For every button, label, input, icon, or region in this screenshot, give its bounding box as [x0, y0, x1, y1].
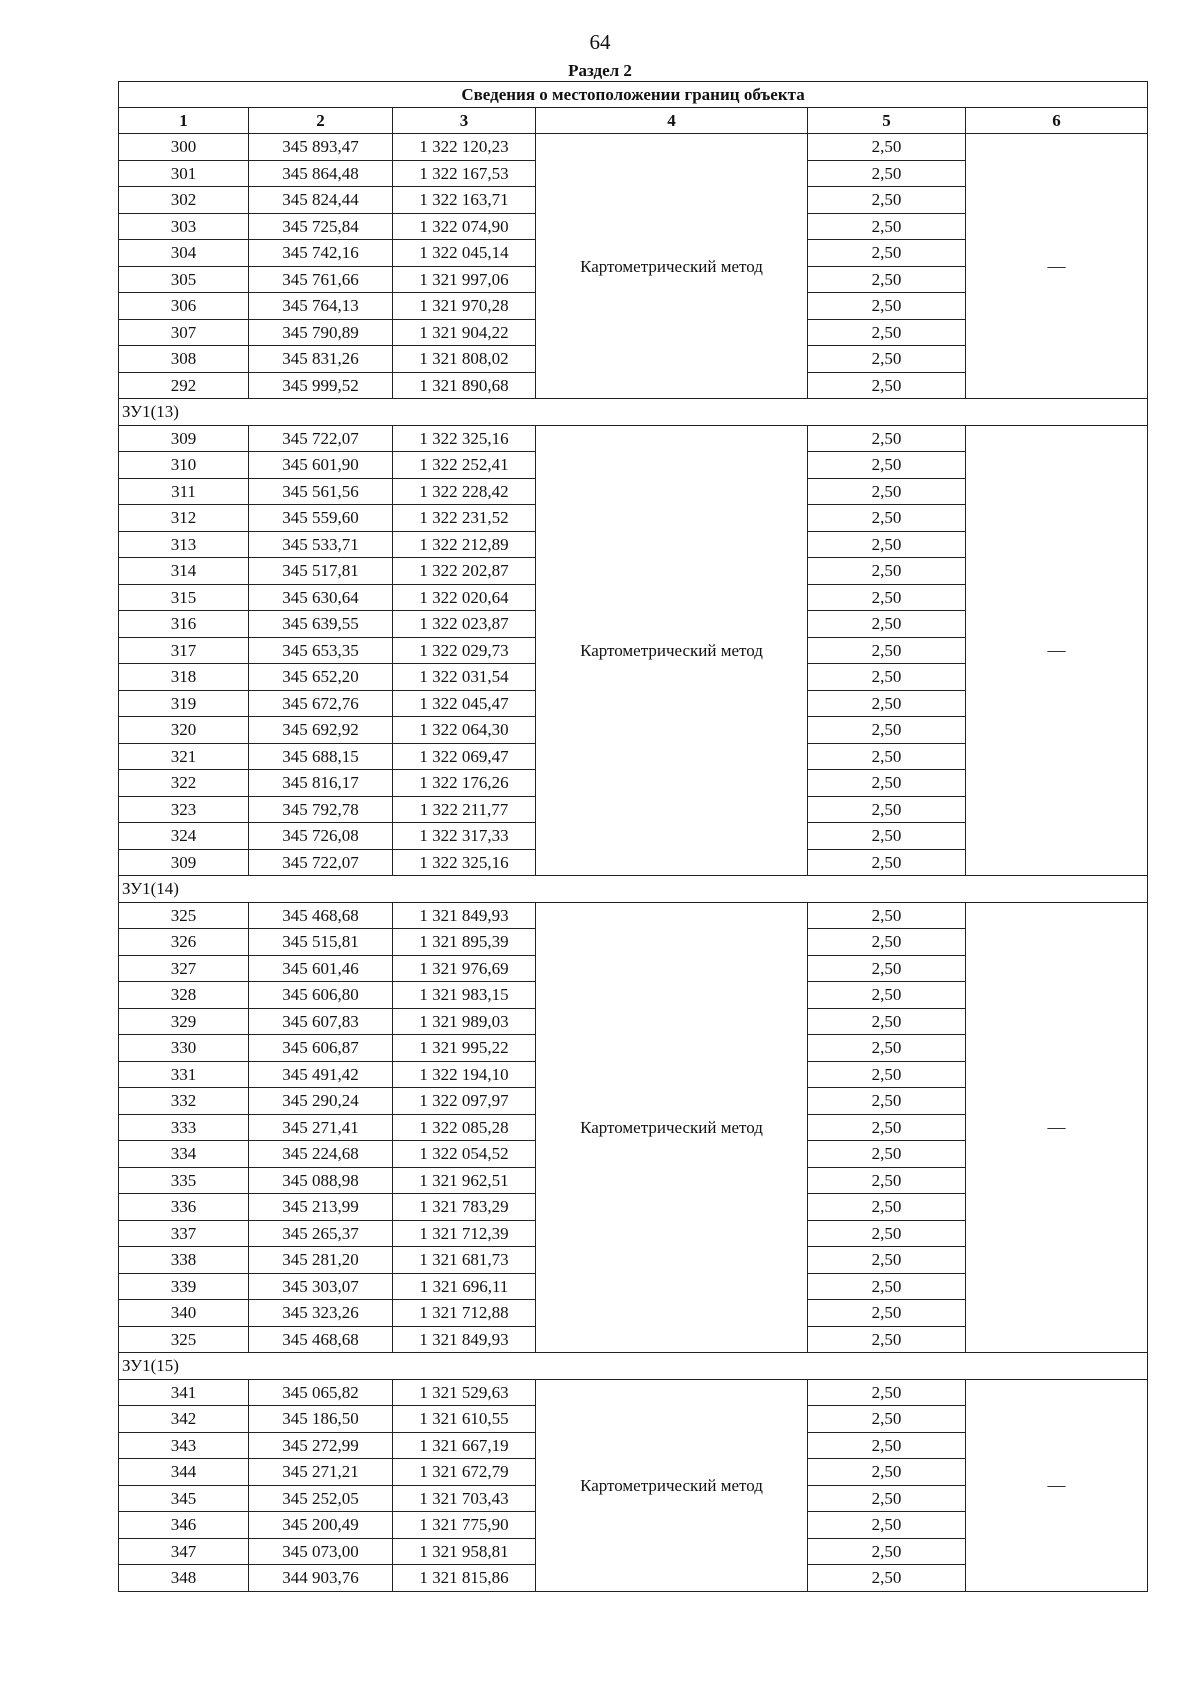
column6-dash: — [966, 902, 1148, 1353]
coordinate-x: 345 722,07 [249, 425, 393, 452]
accuracy-value: 2,50 [808, 770, 966, 797]
accuracy-value: 2,50 [808, 637, 966, 664]
coordinate-y: 1 321 703,43 [393, 1485, 536, 1512]
point-number: 341 [119, 1379, 249, 1406]
coordinate-x: 345 999,52 [249, 372, 393, 399]
coordinate-x: 345 725,84 [249, 213, 393, 240]
coordinate-x: 345 816,17 [249, 770, 393, 797]
table-row [119, 1379, 1148, 1406]
coordinate-y: 1 321 997,06 [393, 266, 536, 293]
column-numbers-row [119, 108, 1148, 134]
point-number: 327 [119, 955, 249, 982]
group-label: ЗУ1(14) [119, 876, 1148, 903]
coordinate-x: 345 606,87 [249, 1035, 393, 1062]
coordinate-y: 1 321 995,22 [393, 1035, 536, 1062]
coordinate-y: 1 322 069,47 [393, 743, 536, 770]
point-number: 337 [119, 1220, 249, 1247]
point-number: 326 [119, 929, 249, 956]
coordinate-y: 1 322 023,87 [393, 611, 536, 638]
coordinate-x: 345 186,50 [249, 1406, 393, 1433]
coordinate-x: 345 517,81 [249, 558, 393, 585]
accuracy-value: 2,50 [808, 1432, 966, 1459]
coordinate-x: 345 606,80 [249, 982, 393, 1009]
accuracy-value: 2,50 [808, 187, 966, 214]
method-cell: Картометрический метод [536, 134, 808, 399]
point-number: 303 [119, 213, 249, 240]
coordinate-x: 345 639,55 [249, 611, 393, 638]
coordinate-x: 345 491,42 [249, 1061, 393, 1088]
accuracy-value: 2,50 [808, 796, 966, 823]
page-number: 64 [589, 30, 611, 54]
coordinate-x: 345 864,48 [249, 160, 393, 187]
accuracy-value: 2,50 [808, 982, 966, 1009]
point-number: 325 [119, 1326, 249, 1353]
method-cell: Картометрический метод [536, 1379, 808, 1591]
coordinate-y: 1 321 712,39 [393, 1220, 536, 1247]
point-number: 342 [119, 1406, 249, 1433]
coordinate-x: 345 281,20 [249, 1247, 393, 1274]
coordinate-y: 1 321 529,63 [393, 1379, 536, 1406]
column6-dash: — [966, 1379, 1148, 1591]
coordinate-y: 1 321 775,90 [393, 1512, 536, 1539]
coordinate-y: 1 321 970,28 [393, 293, 536, 320]
point-number: 311 [119, 478, 249, 505]
point-number: 316 [119, 611, 249, 638]
point-number: 315 [119, 584, 249, 611]
accuracy-value: 2,50 [808, 664, 966, 691]
point-number: 321 [119, 743, 249, 770]
accuracy-value: 2,50 [808, 1406, 966, 1433]
point-number: 335 [119, 1167, 249, 1194]
coordinate-y: 1 321 849,93 [393, 1326, 536, 1353]
coordinate-y: 1 322 231,52 [393, 505, 536, 532]
point-number: 323 [119, 796, 249, 823]
coordinate-y: 1 321 681,73 [393, 1247, 536, 1274]
accuracy-value: 2,50 [808, 213, 966, 240]
coordinate-x: 345 224,68 [249, 1141, 393, 1168]
coordinate-y: 1 322 163,71 [393, 187, 536, 214]
coordinate-y: 1 321 696,11 [393, 1273, 536, 1300]
coordinate-y: 1 322 054,52 [393, 1141, 536, 1168]
coordinate-y: 1 321 849,93 [393, 902, 536, 929]
accuracy-value: 2,50 [808, 452, 966, 479]
point-number: 300 [119, 134, 249, 161]
coordinate-x: 345 652,20 [249, 664, 393, 691]
point-number: 348 [119, 1565, 249, 1592]
coordinate-y: 1 322 202,87 [393, 558, 536, 585]
accuracy-value: 2,50 [808, 1167, 966, 1194]
point-number: 308 [119, 346, 249, 373]
coordinate-y: 1 322 097,97 [393, 1088, 536, 1115]
coordinate-y: 1 322 211,77 [393, 796, 536, 823]
point-number: 304 [119, 240, 249, 267]
accuracy-value: 2,50 [808, 849, 966, 876]
point-number: 330 [119, 1035, 249, 1062]
column-number: 3 [393, 108, 536, 134]
point-number: 309 [119, 425, 249, 452]
coordinate-x: 345 073,00 [249, 1538, 393, 1565]
coordinate-x: 345 252,05 [249, 1485, 393, 1512]
coordinate-y: 1 322 031,54 [393, 664, 536, 691]
table-caption: Сведения о местоположении границ объекта [119, 82, 1148, 108]
coordinate-x: 345 265,37 [249, 1220, 393, 1247]
coordinate-y: 1 321 610,55 [393, 1406, 536, 1433]
accuracy-value: 2,50 [808, 319, 966, 346]
coordinate-y: 1 322 029,73 [393, 637, 536, 664]
point-number: 301 [119, 160, 249, 187]
coordinate-x: 345 271,21 [249, 1459, 393, 1486]
coordinate-y: 1 322 045,14 [393, 240, 536, 267]
coordinate-y: 1 321 808,02 [393, 346, 536, 373]
accuracy-value: 2,50 [808, 240, 966, 267]
accuracy-value: 2,50 [808, 1141, 966, 1168]
coordinate-x: 345 672,76 [249, 690, 393, 717]
coordinate-y: 1 322 045,47 [393, 690, 536, 717]
coordinate-y: 1 322 252,41 [393, 452, 536, 479]
point-number: 347 [119, 1538, 249, 1565]
coordinate-x: 345 831,26 [249, 346, 393, 373]
group-label-row [119, 1353, 1148, 1380]
table-caption-row [119, 82, 1148, 108]
coordinate-y: 1 322 064,30 [393, 717, 536, 744]
boundary-coordinates-table [118, 81, 1148, 1592]
point-number: 329 [119, 1008, 249, 1035]
accuracy-value: 2,50 [808, 717, 966, 744]
point-number: 318 [119, 664, 249, 691]
point-number: 331 [119, 1061, 249, 1088]
accuracy-value: 2,50 [808, 134, 966, 161]
group-label-row [119, 876, 1148, 903]
accuracy-value: 2,50 [808, 478, 966, 505]
table-row [119, 902, 1148, 929]
accuracy-value: 2,50 [808, 372, 966, 399]
accuracy-value: 2,50 [808, 743, 966, 770]
point-number: 302 [119, 187, 249, 214]
accuracy-value: 2,50 [808, 955, 966, 982]
point-number: 333 [119, 1114, 249, 1141]
accuracy-value: 2,50 [808, 1061, 966, 1088]
coordinate-x: 345 607,83 [249, 1008, 393, 1035]
accuracy-value: 2,50 [808, 1379, 966, 1406]
accuracy-value: 2,50 [808, 1008, 966, 1035]
coordinate-x: 345 722,07 [249, 849, 393, 876]
column-number: 5 [808, 108, 966, 134]
coordinate-x: 345 790,89 [249, 319, 393, 346]
table-row [119, 134, 1148, 161]
point-number: 310 [119, 452, 249, 479]
coordinate-x: 345 726,08 [249, 823, 393, 850]
coordinate-x: 345 468,68 [249, 902, 393, 929]
point-number: 338 [119, 1247, 249, 1274]
point-number: 345 [119, 1485, 249, 1512]
point-number: 307 [119, 319, 249, 346]
point-number: 340 [119, 1300, 249, 1327]
coordinate-y: 1 322 228,42 [393, 478, 536, 505]
accuracy-value: 2,50 [808, 1459, 966, 1486]
accuracy-value: 2,50 [808, 929, 966, 956]
coordinate-x: 345 561,56 [249, 478, 393, 505]
coordinate-y: 1 321 904,22 [393, 319, 536, 346]
column-number: 4 [536, 108, 808, 134]
point-number: 309 [119, 849, 249, 876]
coordinate-x: 345 468,68 [249, 1326, 393, 1353]
accuracy-value: 2,50 [808, 1035, 966, 1062]
coordinate-x: 345 601,46 [249, 955, 393, 982]
point-number: 320 [119, 717, 249, 744]
point-number: 346 [119, 1512, 249, 1539]
coordinate-x: 344 903,76 [249, 1565, 393, 1592]
column6-dash: — [966, 425, 1148, 876]
accuracy-value: 2,50 [808, 266, 966, 293]
accuracy-value: 2,50 [808, 1247, 966, 1274]
coordinate-y: 1 322 120,23 [393, 134, 536, 161]
coordinate-y: 1 321 815,86 [393, 1565, 536, 1592]
coordinate-y: 1 321 783,29 [393, 1194, 536, 1221]
coordinate-x: 345 065,82 [249, 1379, 393, 1406]
point-number: 344 [119, 1459, 249, 1486]
coordinate-y: 1 321 895,39 [393, 929, 536, 956]
coordinate-y: 1 322 074,90 [393, 213, 536, 240]
group-label: ЗУ1(13) [119, 399, 1148, 426]
coordinate-x: 345 630,64 [249, 584, 393, 611]
coordinate-x: 345 893,47 [249, 134, 393, 161]
coordinate-y: 1 321 989,03 [393, 1008, 536, 1035]
coordinate-x: 345 533,71 [249, 531, 393, 558]
point-number: 319 [119, 690, 249, 717]
accuracy-value: 2,50 [808, 531, 966, 558]
point-number: 343 [119, 1432, 249, 1459]
point-number: 305 [119, 266, 249, 293]
point-number: 317 [119, 637, 249, 664]
section-title: Раздел 2 [568, 61, 632, 80]
point-number: 339 [119, 1273, 249, 1300]
coordinate-y: 1 321 983,15 [393, 982, 536, 1009]
table-body [119, 82, 1148, 1592]
coordinate-y: 1 321 976,69 [393, 955, 536, 982]
accuracy-value: 2,50 [808, 1565, 966, 1592]
coordinate-x: 345 200,49 [249, 1512, 393, 1539]
accuracy-value: 2,50 [808, 505, 966, 532]
point-number: 325 [119, 902, 249, 929]
point-number: 334 [119, 1141, 249, 1168]
column-number: 1 [119, 108, 249, 134]
accuracy-value: 2,50 [808, 690, 966, 717]
coordinate-y: 1 321 667,19 [393, 1432, 536, 1459]
coordinate-x: 345 213,99 [249, 1194, 393, 1221]
accuracy-value: 2,50 [808, 160, 966, 187]
coordinate-y: 1 322 176,26 [393, 770, 536, 797]
accuracy-value: 2,50 [808, 1220, 966, 1247]
accuracy-value: 2,50 [808, 1485, 966, 1512]
accuracy-value: 2,50 [808, 823, 966, 850]
point-number: 332 [119, 1088, 249, 1115]
coordinate-y: 1 321 958,81 [393, 1538, 536, 1565]
coordinate-x: 345 742,16 [249, 240, 393, 267]
accuracy-value: 2,50 [808, 611, 966, 638]
table-row [119, 425, 1148, 452]
coordinate-x: 345 515,81 [249, 929, 393, 956]
point-number: 312 [119, 505, 249, 532]
point-number: 324 [119, 823, 249, 850]
point-number: 314 [119, 558, 249, 585]
coordinate-x: 345 601,90 [249, 452, 393, 479]
method-cell: Картометрический метод [536, 425, 808, 876]
coordinate-x: 345 792,78 [249, 796, 393, 823]
coordinate-x: 345 303,07 [249, 1273, 393, 1300]
column-number: 2 [249, 108, 393, 134]
coordinate-y: 1 322 325,16 [393, 849, 536, 876]
method-cell: Картометрический метод [536, 902, 808, 1353]
group-label: ЗУ1(15) [119, 1353, 1148, 1380]
accuracy-value: 2,50 [808, 1194, 966, 1221]
coordinate-y: 1 321 672,79 [393, 1459, 536, 1486]
coordinate-y: 1 322 325,16 [393, 425, 536, 452]
accuracy-value: 2,50 [808, 1088, 966, 1115]
coordinate-y: 1 322 085,28 [393, 1114, 536, 1141]
coordinate-y: 1 321 962,51 [393, 1167, 536, 1194]
coordinate-y: 1 321 712,88 [393, 1300, 536, 1327]
accuracy-value: 2,50 [808, 1538, 966, 1565]
coordinate-y: 1 322 020,64 [393, 584, 536, 611]
point-number: 322 [119, 770, 249, 797]
coordinate-x: 345 688,15 [249, 743, 393, 770]
coordinate-x: 345 323,26 [249, 1300, 393, 1327]
accuracy-value: 2,50 [808, 293, 966, 320]
group-label-row [119, 399, 1148, 426]
coordinate-x: 345 824,44 [249, 187, 393, 214]
coordinate-y: 1 322 317,33 [393, 823, 536, 850]
coordinate-y: 1 322 212,89 [393, 531, 536, 558]
coordinate-x: 345 692,92 [249, 717, 393, 744]
coordinate-x: 345 272,99 [249, 1432, 393, 1459]
accuracy-value: 2,50 [808, 1273, 966, 1300]
accuracy-value: 2,50 [808, 425, 966, 452]
coordinate-x: 345 271,41 [249, 1114, 393, 1141]
point-number: 292 [119, 372, 249, 399]
accuracy-value: 2,50 [808, 1512, 966, 1539]
column6-dash: — [966, 134, 1148, 399]
coordinate-x: 345 761,66 [249, 266, 393, 293]
coordinate-x: 345 764,13 [249, 293, 393, 320]
coordinate-y: 1 322 167,53 [393, 160, 536, 187]
accuracy-value: 2,50 [808, 1114, 966, 1141]
coordinate-y: 1 321 890,68 [393, 372, 536, 399]
coordinate-x: 345 088,98 [249, 1167, 393, 1194]
coordinate-x: 345 653,35 [249, 637, 393, 664]
accuracy-value: 2,50 [808, 1326, 966, 1353]
column-number: 6 [966, 108, 1148, 134]
accuracy-value: 2,50 [808, 558, 966, 585]
point-number: 336 [119, 1194, 249, 1221]
coordinate-y: 1 322 194,10 [393, 1061, 536, 1088]
coordinate-x: 345 290,24 [249, 1088, 393, 1115]
point-number: 306 [119, 293, 249, 320]
accuracy-value: 2,50 [808, 902, 966, 929]
point-number: 313 [119, 531, 249, 558]
coordinate-x: 345 559,60 [249, 505, 393, 532]
point-number: 328 [119, 982, 249, 1009]
accuracy-value: 2,50 [808, 584, 966, 611]
accuracy-value: 2,50 [808, 1300, 966, 1327]
accuracy-value: 2,50 [808, 346, 966, 373]
